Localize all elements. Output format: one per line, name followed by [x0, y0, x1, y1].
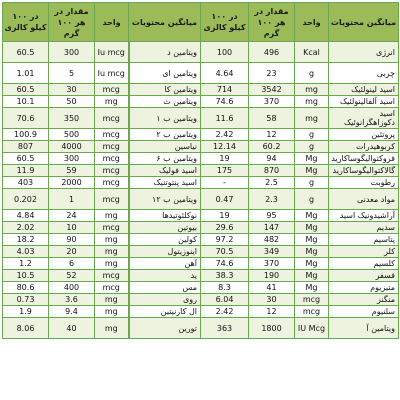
cell-unit-right: Kcal: [295, 42, 329, 63]
cell-unit-right: g: [295, 129, 329, 141]
cell-kcal-right: 2.42: [201, 306, 249, 318]
cell-per100-left: 50: [49, 96, 95, 108]
cell-kcal-right: 19: [201, 210, 249, 222]
cell-kcal-right: 0.47: [201, 189, 249, 210]
header-kcal-left: در ۱۰۰ کیلو کالری: [3, 3, 49, 42]
cell-per100-left: 3.6: [49, 294, 95, 306]
cell-unit-right: g: [295, 141, 329, 153]
cell-name-left: اسید فولیک: [129, 165, 201, 177]
cell-name-right: رطوبت: [329, 177, 399, 189]
cell-per100-right: 23: [249, 63, 295, 84]
cell-name-left: ویتامین ب ۱۲: [129, 189, 201, 210]
cell-kcal-right: 70.5: [201, 246, 249, 258]
cell-name-right: مواد معدنی: [329, 189, 399, 210]
cell-name-left: آهن: [129, 258, 201, 270]
cell-per100-left: 10: [49, 222, 95, 234]
cell-unit-left: mg: [95, 318, 129, 339]
cell-per100-left: 6: [49, 258, 95, 270]
cell-per100-left: 2000: [49, 177, 95, 189]
cell-unit-left: mg: [95, 234, 129, 246]
cell-name-left: روی: [129, 294, 201, 306]
table-row: [3, 282, 399, 294]
cell-per100-right: 12: [249, 129, 295, 141]
cell-kcal-left: 4.03: [3, 246, 49, 258]
table-row: [3, 84, 399, 96]
table-row: [3, 108, 399, 129]
cell-name-left: ویتامین ب ۶: [129, 153, 201, 165]
cell-name-right: پروتئین: [329, 129, 399, 141]
cell-unit-left: mcg: [95, 129, 129, 141]
cell-unit-left: mcg: [95, 270, 129, 282]
cell-kcal-left: 80.6: [3, 282, 49, 294]
table-row: [3, 96, 399, 108]
cell-name-left: بیوتین: [129, 222, 201, 234]
cell-name-left: ویتامین ب ۱: [129, 108, 201, 129]
cell-per100-left: 300: [49, 42, 95, 63]
cell-per100-left: 59: [49, 165, 95, 177]
cell-name-right: اسید لینولئیک: [329, 84, 399, 96]
header-per100-left: مقدار در هر ۱۰۰ گرم: [49, 3, 95, 42]
cell-unit-right: mg: [295, 108, 329, 129]
cell-kcal-left: 403: [3, 177, 49, 189]
cell-per100-left: 90: [49, 234, 95, 246]
cell-unit-right: Mg: [295, 222, 329, 234]
cell-per100-right: 147: [249, 222, 295, 234]
cell-per100-left: 300: [49, 153, 95, 165]
nutrition-table-container: [2, 2, 398, 339]
cell-unit-left: mg: [95, 306, 129, 318]
cell-per100-right: 496: [249, 42, 295, 63]
cell-per100-left: 400: [49, 282, 95, 294]
table-row: [3, 306, 399, 318]
cell-kcal-left: 0.202: [3, 189, 49, 210]
cell-per100-left: 350: [49, 108, 95, 129]
cell-unit-right: g: [295, 189, 329, 210]
table-row: [3, 270, 399, 282]
cell-per100-right: 1800: [249, 318, 295, 339]
table-row: [3, 222, 399, 234]
cell-unit-left: mcg: [95, 153, 129, 165]
cell-name-right: پتاسیم: [329, 234, 399, 246]
cell-kcal-right: 11.6: [201, 108, 249, 129]
cell-unit-right: IU Mcg: [295, 318, 329, 339]
cell-unit-right: g: [295, 63, 329, 84]
cell-name-left: نوکلئوتیدها: [129, 210, 201, 222]
cell-kcal-right: 363: [201, 318, 249, 339]
cell-per100-right: 349: [249, 246, 295, 258]
cell-kcal-right: -: [201, 177, 249, 189]
header-name-right: میانگین محتویات: [329, 3, 399, 42]
cell-unit-right: Mg: [295, 270, 329, 282]
table-row: [3, 210, 399, 222]
cell-per100-left: 20: [49, 246, 95, 258]
cell-unit-right: Mg: [295, 165, 329, 177]
cell-name-left: اسید پنتوتنیک: [129, 177, 201, 189]
cell-kcal-left: 60.5: [3, 153, 49, 165]
cell-unit-right: Mg: [295, 258, 329, 270]
cell-unit-right: Mg: [295, 282, 329, 294]
cell-name-left: اینوزیتول: [129, 246, 201, 258]
cell-unit-left: mg: [95, 246, 129, 258]
cell-unit-left: Iu mcg: [95, 63, 129, 84]
cell-unit-left: mcg: [95, 282, 129, 294]
cell-unit-left: mcg: [95, 222, 129, 234]
cell-per100-right: 3542: [249, 84, 295, 96]
table-row: [3, 63, 399, 84]
table-row: [3, 141, 399, 153]
cell-name-left: ویتامین ث: [129, 96, 201, 108]
cell-unit-right: mg: [295, 84, 329, 96]
cell-name-right: کلر: [329, 246, 399, 258]
cell-name-left: نیاسین: [129, 141, 201, 153]
cell-per100-left: 24: [49, 210, 95, 222]
cell-kcal-left: 11.9: [3, 165, 49, 177]
cell-kcal-right: 6.04: [201, 294, 249, 306]
cell-kcal-left: 0.73: [3, 294, 49, 306]
table-row: [3, 165, 399, 177]
table-row: [3, 177, 399, 189]
header-unit-right: واحد: [295, 3, 329, 42]
header-name-left: میانگین محتویات: [129, 3, 201, 42]
cell-kcal-left: 18.2: [3, 234, 49, 246]
cell-kcal-right: 19: [201, 153, 249, 165]
table-row: [3, 294, 399, 306]
cell-kcal-left: 60.5: [3, 42, 49, 63]
cell-name-right: گالاکتوالیگوساکارید: [329, 165, 399, 177]
cell-unit-left: mg: [95, 294, 129, 306]
cell-name-right: منگنز: [329, 294, 399, 306]
cell-unit-left: mcg: [95, 177, 129, 189]
cell-unit-right: Mg: [295, 246, 329, 258]
cell-kcal-left: 1.9: [3, 306, 49, 318]
cell-kcal-right: 38.3: [201, 270, 249, 282]
cell-per100-right: 370: [249, 258, 295, 270]
cell-unit-left: mg: [95, 210, 129, 222]
cell-per100-right: 60.2: [249, 141, 295, 153]
cell-per100-right: 94: [249, 153, 295, 165]
cell-per100-right: 2.3: [249, 189, 295, 210]
cell-kcal-left: 8.06: [3, 318, 49, 339]
cell-name-left: ویتامین د: [129, 42, 201, 63]
header-unit-left: واحد: [95, 3, 129, 42]
cell-kcal-right: 12.14: [201, 141, 249, 153]
cell-name-right: فروکتوالیگوساکارید: [329, 153, 399, 165]
cell-unit-left: mg: [95, 96, 129, 108]
cell-kcal-right: 4.64: [201, 63, 249, 84]
cell-name-left: ویتامین کا: [129, 84, 201, 96]
cell-per100-right: 2.5: [249, 177, 295, 189]
cell-per100-right: 30: [249, 294, 295, 306]
cell-per100-right: 190: [249, 270, 295, 282]
table-row: [3, 234, 399, 246]
cell-per100-left: 52: [49, 270, 95, 282]
cell-per100-left: 1: [49, 189, 95, 210]
cell-per100-right: 58: [249, 108, 295, 129]
cell-unit-right: Mg: [295, 210, 329, 222]
cell-name-left: ید: [129, 270, 201, 282]
cell-kcal-left: 807: [3, 141, 49, 153]
cell-unit-left: mcg: [95, 84, 129, 96]
cell-kcal-right: 175: [201, 165, 249, 177]
cell-per100-right: 12: [249, 306, 295, 318]
table-header-row: [3, 3, 399, 42]
header-kcal-right: در ۱۰۰ کیلو کالری: [201, 3, 249, 42]
table-row: [3, 189, 399, 210]
cell-kcal-right: 2.42: [201, 129, 249, 141]
table-row: [3, 129, 399, 141]
cell-per100-right: 370: [249, 96, 295, 108]
cell-kcal-left: 1.2: [3, 258, 49, 270]
table-row: [3, 258, 399, 270]
cell-per100-right: 41: [249, 282, 295, 294]
cell-kcal-left: 10.1: [3, 96, 49, 108]
header-per100-right: مقدار در هر ۱۰۰ گرم: [249, 3, 295, 42]
cell-unit-right: mg: [295, 96, 329, 108]
cell-per100-left: 500: [49, 129, 95, 141]
cell-per100-left: 9.4: [49, 306, 95, 318]
cell-unit-left: mcg: [95, 141, 129, 153]
nutrition-facts-table: [2, 2, 399, 339]
cell-unit-left: Iu mcg: [95, 42, 129, 63]
cell-unit-right: Mg: [295, 153, 329, 165]
cell-name-right: اسید آلفالینولئیک: [329, 96, 399, 108]
cell-per100-right: 870: [249, 165, 295, 177]
cell-per100-left: 30: [49, 84, 95, 96]
table-row: [3, 42, 399, 63]
cell-kcal-right: 97.2: [201, 234, 249, 246]
cell-kcal-left: 70.6: [3, 108, 49, 129]
cell-kcal-left: 4.84: [3, 210, 49, 222]
table-row: [3, 246, 399, 258]
cell-per100-left: 40: [49, 318, 95, 339]
cell-kcal-right: 74.6: [201, 96, 249, 108]
cell-kcal-left: 100.9: [3, 129, 49, 141]
cell-unit-right: Mg: [295, 234, 329, 246]
cell-kcal-left: 60.5: [3, 84, 49, 96]
cell-unit-right: mcg: [295, 306, 329, 318]
table-row: [3, 318, 399, 339]
cell-kcal-left: 10.5: [3, 270, 49, 282]
cell-name-left: ال کارنیتین: [129, 306, 201, 318]
cell-name-right: کربوهیدرات: [329, 141, 399, 153]
cell-name-left: تورین: [129, 318, 201, 339]
cell-name-left: مس: [129, 282, 201, 294]
cell-per100-left: 5: [49, 63, 95, 84]
cell-kcal-right: 8.3: [201, 282, 249, 294]
cell-name-left: ویتامین ب ۲: [129, 129, 201, 141]
table-body: [3, 42, 399, 339]
cell-unit-right: mcg: [295, 294, 329, 306]
cell-kcal-right: 29.6: [201, 222, 249, 234]
cell-per100-right: 482: [249, 234, 295, 246]
cell-name-left: ویتامین ای: [129, 63, 201, 84]
cell-name-right: کلسیم: [329, 258, 399, 270]
cell-per100-left: 4000: [49, 141, 95, 153]
cell-name-right: انرژی: [329, 42, 399, 63]
cell-unit-left: mcg: [95, 189, 129, 210]
cell-per100-right: 95: [249, 210, 295, 222]
cell-name-right: سدیم: [329, 222, 399, 234]
cell-kcal-right: 74.6: [201, 258, 249, 270]
cell-name-right: منیزیوم: [329, 282, 399, 294]
cell-name-right: اسید دکوزاهگزانوئیک: [329, 108, 399, 129]
cell-name-right: آراشیدونیک اسید: [329, 210, 399, 222]
cell-name-right: فسفر: [329, 270, 399, 282]
cell-name-right: چربی: [329, 63, 399, 84]
cell-unit-left: mcg: [95, 108, 129, 129]
cell-kcal-right: 714: [201, 84, 249, 96]
cell-unit-right: g: [295, 177, 329, 189]
cell-unit-left: mcg: [95, 165, 129, 177]
cell-kcal-right: 100: [201, 42, 249, 63]
cell-name-left: کولین: [129, 234, 201, 246]
cell-unit-left: mg: [95, 258, 129, 270]
cell-name-right: سلنیوم: [329, 306, 399, 318]
cell-kcal-left: 1.01: [3, 63, 49, 84]
cell-name-right: ویتامین آ: [329, 318, 399, 339]
table-row: [3, 153, 399, 165]
cell-kcal-left: 2.02: [3, 222, 49, 234]
